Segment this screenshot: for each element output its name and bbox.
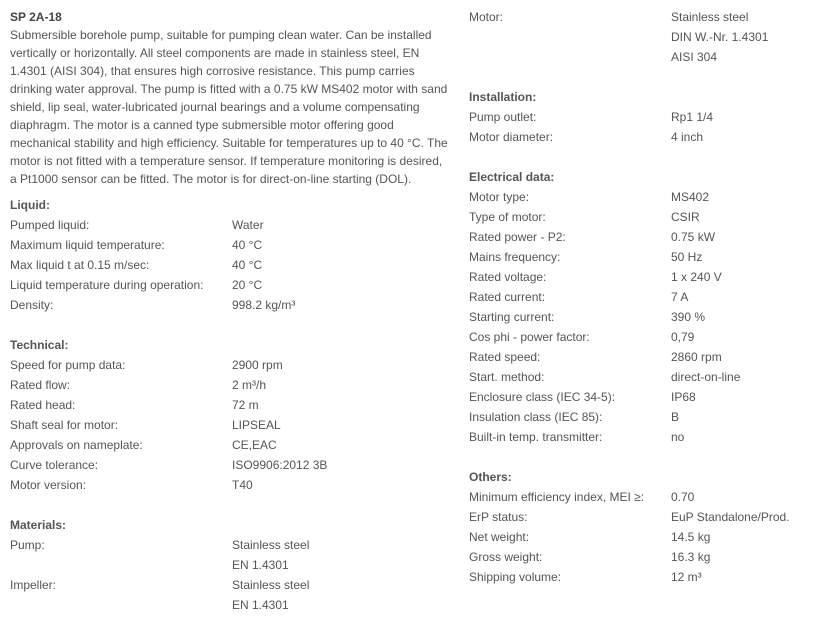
spec-value: Rp1 1/4 xyxy=(671,110,714,124)
spec-value: 40 °C xyxy=(232,238,263,252)
spec-label: Start. method: xyxy=(469,370,545,384)
spec-label: Rated power - P2: xyxy=(469,230,566,244)
spec-row xyxy=(469,247,829,267)
spec-row xyxy=(469,207,829,227)
spec-row xyxy=(469,407,829,427)
liquid-section xyxy=(10,195,450,315)
spec-value: ISO9906:2012 3B xyxy=(232,458,328,472)
spec-row xyxy=(10,415,450,435)
spec-label: Pumped liquid: xyxy=(10,218,90,232)
spec-value: Stainless steel xyxy=(232,538,310,552)
spec-value: 390 % xyxy=(671,310,706,324)
spec-row xyxy=(10,375,450,395)
spec-value: 14.5 kg xyxy=(671,530,711,544)
spec-row xyxy=(10,535,450,555)
others-section xyxy=(469,467,829,587)
spec-row xyxy=(10,355,450,375)
spec-row xyxy=(469,287,829,307)
spec-row xyxy=(10,555,450,575)
spec-label: Rated voltage: xyxy=(469,270,547,284)
spec-value: 72 m xyxy=(232,398,259,412)
spec-row xyxy=(469,547,829,567)
spec-label: Cos phi - power factor: xyxy=(469,330,590,344)
spec-label: Impeller: xyxy=(10,578,57,592)
spec-row xyxy=(469,27,829,47)
spec-label: Starting current: xyxy=(469,310,555,324)
spec-row xyxy=(469,187,829,207)
section-heading: Installation: xyxy=(469,90,537,104)
spec-value: no xyxy=(671,430,685,444)
spec-value: Water xyxy=(232,218,264,232)
spec-value: B xyxy=(671,410,680,424)
spec-label: Approvals on nameplate: xyxy=(10,438,143,452)
spec-row xyxy=(10,475,450,495)
spec-row xyxy=(10,595,450,615)
spec-label: Maximum liquid temperature: xyxy=(10,238,165,252)
spec-label: Rated speed: xyxy=(469,350,541,364)
spec-label: Motor version: xyxy=(10,478,87,492)
spec-label: Curve tolerance: xyxy=(10,458,99,472)
spec-value: 16.3 kg xyxy=(671,550,711,564)
spec-value: CE,EAC xyxy=(232,438,277,452)
spec-value: 2860 rpm xyxy=(671,350,722,364)
spec-row xyxy=(469,7,829,27)
spec-label: Liquid temperature during operation: xyxy=(10,278,204,292)
spec-value: 20 °C xyxy=(232,278,263,292)
spec-label: Enclosure class (IEC 34-5): xyxy=(469,390,616,404)
spec-value: 4 inch xyxy=(671,130,704,144)
spec-value: Stainless steel xyxy=(232,578,310,592)
spec-label: Density: xyxy=(10,298,54,312)
spec-label xyxy=(10,555,232,575)
spec-label xyxy=(469,27,671,47)
spec-row xyxy=(10,435,450,455)
spec-value: LIPSEAL xyxy=(232,418,281,432)
spec-row xyxy=(469,347,829,367)
spec-value: EN 1.4301 xyxy=(232,558,289,572)
spec-label: Shaft seal for motor: xyxy=(10,418,119,432)
spec-label: Rated current: xyxy=(469,290,546,304)
spec-value: MS402 xyxy=(671,190,710,204)
spec-label xyxy=(469,47,671,67)
spec-value: 7 A xyxy=(671,290,689,304)
spec-value: 2 m³/h xyxy=(232,378,267,392)
spec-label: Motor: xyxy=(469,10,504,24)
section-heading: Electrical data: xyxy=(469,170,555,184)
spec-label: Mains frequency: xyxy=(469,250,561,264)
spec-row xyxy=(469,507,829,527)
spec-value: DIN W.-Nr. 1.4301 xyxy=(671,30,769,44)
spec-value: T40 xyxy=(232,478,253,492)
motor-material-section xyxy=(469,7,829,67)
spec-label: Gross weight: xyxy=(469,550,543,564)
spec-value: 0.70 xyxy=(671,490,695,504)
spec-value: 50 Hz xyxy=(671,250,703,264)
spec-row xyxy=(469,107,829,127)
spec-value: 2900 rpm xyxy=(232,358,283,372)
spec-row xyxy=(469,327,829,347)
spec-row xyxy=(469,427,829,447)
spec-row xyxy=(10,215,450,235)
spec-label: Motor diameter: xyxy=(469,130,554,144)
spec-row xyxy=(469,487,829,507)
spec-row xyxy=(469,387,829,407)
spec-row xyxy=(10,295,450,315)
installation-section xyxy=(469,87,829,147)
spec-label: Speed for pump data: xyxy=(10,358,126,372)
spec-label: Rated head: xyxy=(10,398,76,412)
section-heading: Others: xyxy=(469,470,512,484)
spec-row xyxy=(10,455,450,475)
spec-label: Pump: xyxy=(10,538,45,552)
spec-value: CSIR xyxy=(671,210,700,224)
spec-value: 40 °C xyxy=(232,258,263,272)
spec-label: Shipping volume: xyxy=(469,570,562,584)
product-description: Submersible borehole pump, suitable for pumping clean water. Can be installed vertically or horizontally. All steel components are made in stainless steel, EN 1.4301 (AISI 304), that ensures high corrosive resistance. This pump carries drinking water approval. The pump is fitted with a 0.75 kW MS402 motor with sand shield, lip seal, water-lubricated journal bearings and a volume compensating diaphragm. The motor is a canned type submersible motor offering good mechanical stability and high efficiency. Suitable for temperatures up to 40 °C. The motor is not fitted with a temperature sensor. If temperature monitoring is desired, a Pt1000 sensor can be fitted. The motor is for direct-on-line starting (DOL). xyxy=(10,28,448,186)
spec-label: ErP status: xyxy=(469,510,528,524)
spec-value: EuP Standalone/Prod. xyxy=(671,510,790,524)
spec-row xyxy=(10,255,450,275)
spec-label: Type of motor: xyxy=(469,210,546,224)
spec-label: Minimum efficiency index, MEI ≥: xyxy=(469,490,645,504)
spec-row xyxy=(469,527,829,547)
spec-row xyxy=(469,367,829,387)
section-heading: Technical: xyxy=(10,338,69,352)
spec-label: Max liquid t at 0.15 m/sec: xyxy=(10,258,150,272)
spec-value: direct-on-line xyxy=(671,370,741,384)
spec-label xyxy=(10,595,232,615)
electrical-section xyxy=(469,167,829,447)
materials-section xyxy=(10,515,450,615)
spec-row xyxy=(469,307,829,327)
spec-label: Built-in temp. transmitter: xyxy=(469,430,603,444)
spec-row xyxy=(10,235,450,255)
spec-row xyxy=(469,567,829,587)
spec-label: Pump outlet: xyxy=(469,110,537,124)
spec-value: 0,79 xyxy=(671,330,695,344)
spec-label: Insulation class (IEC 85): xyxy=(469,410,603,424)
spec-label: Net weight: xyxy=(469,530,530,544)
spec-value: 1 x 240 V xyxy=(671,270,722,284)
spec-row xyxy=(469,227,829,247)
spec-row xyxy=(469,267,829,287)
spec-value: 0.75 kW xyxy=(671,230,716,244)
spec-row xyxy=(469,47,829,67)
spec-value: EN 1.4301 xyxy=(232,598,289,612)
right-column xyxy=(469,0,829,587)
left-column xyxy=(10,0,450,615)
section-heading: Materials: xyxy=(10,518,67,532)
technical-section xyxy=(10,335,450,495)
spec-value: AISI 304 xyxy=(671,50,718,64)
spec-value: IP68 xyxy=(671,390,696,404)
spec-row xyxy=(10,275,450,295)
spec-value: Stainless steel xyxy=(671,10,749,24)
spec-row xyxy=(10,575,450,595)
spec-label: Rated flow: xyxy=(10,378,71,392)
spec-value: 998.2 kg/m³ xyxy=(232,298,296,312)
spec-row xyxy=(469,127,829,147)
spec-row xyxy=(10,395,450,415)
spec-label: Motor type: xyxy=(469,190,530,204)
spec-value: 12 m³ xyxy=(671,570,702,584)
product-title: SP 2A-18 xyxy=(10,10,62,24)
section-heading: Liquid: xyxy=(10,198,50,212)
